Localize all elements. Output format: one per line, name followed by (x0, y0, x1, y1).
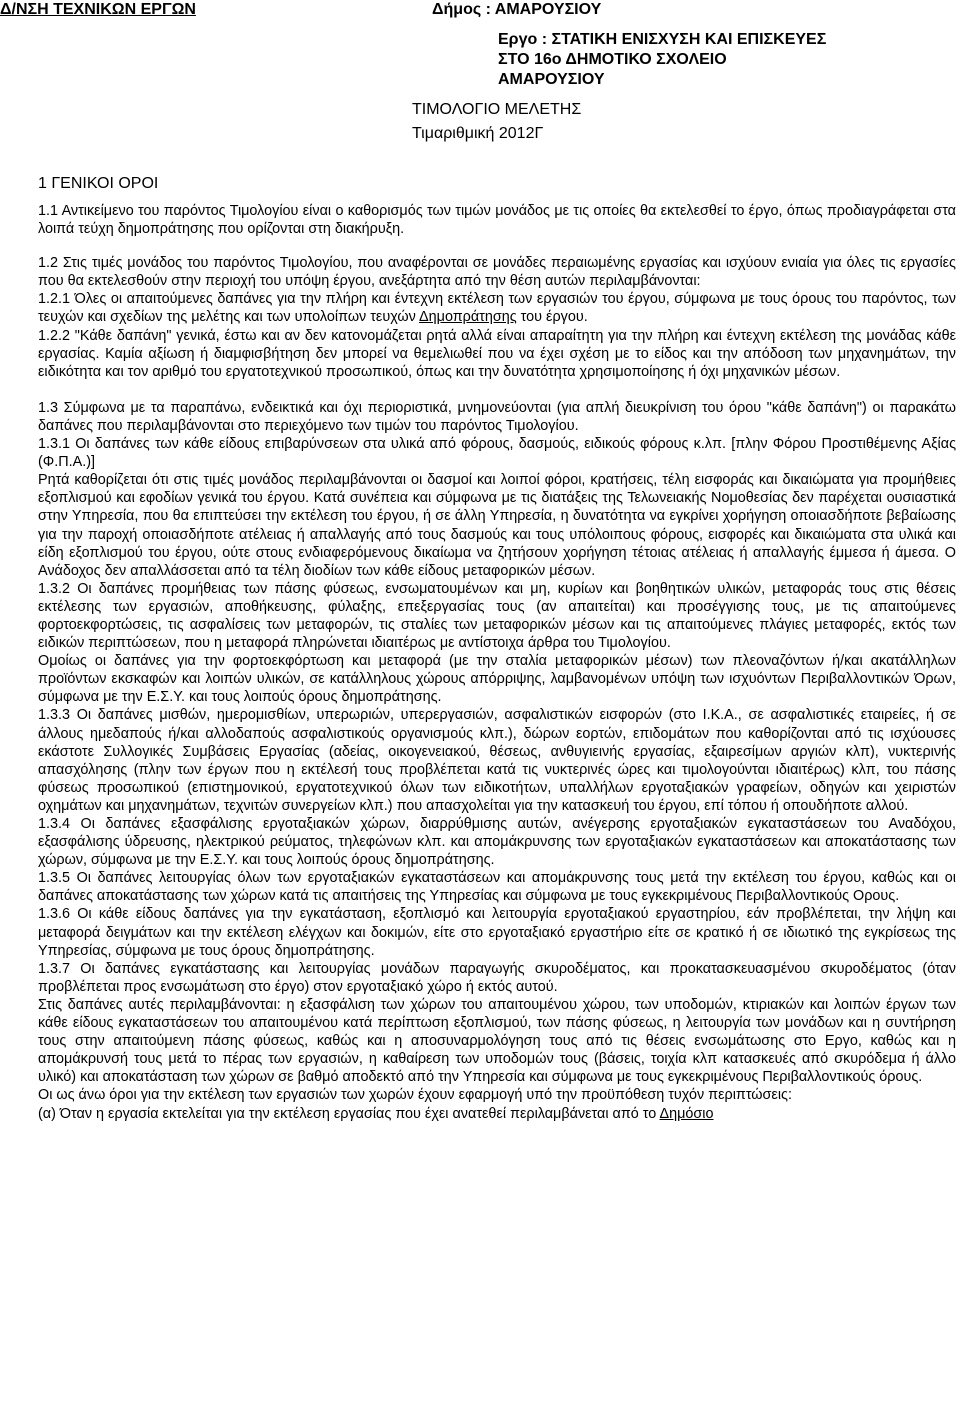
paragraph-1-3-3: 1.3.3 Οι δαπάνες μισθών, ημερομισθίων, υπερωριών, υπερεργασιών, ασφαλιστικών εισφορών (στο Ι.Κ.Α., σε ασφαλιστικές εταιρείες, ή σε άλλους ημεδαπούς ή/και αλλοδαπούς ασφαλιστικούς οργανισμούς κλπ.), δώρων εορτών, επιδομάτων που καθορίζονται από τις ισχύουσες εκάστοτε Συλλογικές Συμβάσεις Εργασίας (αδείας, οικογενειακού, θέσεως, ανθυγιεινής εργασίας, εξαιρεσίμων αργιών κλπ), νυκτερινής απασχόλησης (πλην των έργων που η εκτέλεσή τους προβλέπεται κατά τις νυκτερινές ώρες και τιμολογούνται ιδιαιτέρως) κλπ, του πάσης φύσεως προσωπικού (επιστημονικού, εργατοτεχνικού όλων των ειδικοτήτων, υπαλλήλων εργοταξιακών γραφείων, οδηγών και χειριστών οχημάτων και μηχανημάτων, τεχνιτών συνεργείων κλπ.) που απασχολείται για την κατασκευή του έργου, επί τόπου ή οπουδήποτε αλλού. (38, 707, 956, 814)
paragraph-1-3-5: 1.3.5 Οι δαπάνες λειτουργίας όλων των εργοταξιακών εγκαταστάσεων και απομάκρυνσης τους μετά την εκτέλεση του έργου, καθώς και οι δαπάνες αποκατάστασης των χώρων κατά τις απαιτήσεις της Υπηρεσίας και σύμφωνα με τους εγκεκριμένους Περιβαλλοντικούς Ορους. (38, 870, 956, 905)
paragraph-1-3-1: 1.3.1 Οι δαπάνες των κάθε είδους επιβαρύνσεων στα υλικά από φόρους, δασμούς, ειδικούς φόρους κ.λπ. [πλην Φόρου Προστιθέμενης Αξίας (Φ.Π.Α.)] (38, 436, 956, 471)
paragraph-1-2-1-underlined: Δημοπράτησης (419, 309, 517, 326)
project-title-line-2: ΣΤΟ 16ο ΔΗΜΟΤΙΚΟ ΣΧΟΛΕΙΟ (498, 51, 727, 68)
paragraph-1-3-1-b: Ρητά καθορίζεται ότι στις τιμές μονάδος περιλαμβάνονται οι δασμοί και λοιποί φόροι, κρατήσεις, τέλη εισφοράς και δικαιώματα για προμήθειες εξοπλισμού και εφοδίων γενικά του έργου. Κατά συνέπεια και σύμφωνα με τις διατάξεις της Τελωνειακής Νομοθεσίας δεν παρέχεται ουσιαστικά στην Υπηρεσία, που θα επιπτεύσει την εκτέλεση του έργου, ή σε άλλη Υπηρεσία, η δυνατότητα να εγκρίνει χορήγηση οποιασδήποτε βεβαίωσης για την παροχή οποιασδήποτε ατέλειας ή απαλλαγής από τους δασμούς και τους υπόλοιπους φόρους, εισφορές και δικαιώματα στα υλικά και είδη εξοπλισμού του έργου, ούτε στους ενδιαφερόμενους δικαίωμα να ζητήσουν χορήγηση τέτοιας ατέλειας ή απαλλαγής έμμεσα ή άμεσα. Ο Ανάδοχος δεν απαλλάσσεται από τα τέλη διοδίων των κάθε είδους μεταφορικών μέσων. (38, 472, 956, 579)
paragraph-1-3-7-b: Στις δαπάνες αυτές περιλαμβάνονται: η εξασφάλιση των χώρων του απαιτουμένου χώρου, των υποδομών, κτιριακών και λοιπών έργων των κάθε είδους εγκαταστάσεων του απαιτουμένου κατά περίπτωση εξοπλισμού, των πάσης φύσεως, η λειτουργία των μονάδων και η συντήρηση τους στην απαιτούμενη πάσης φύσεως, καθώς και η αποσυναρμολόγηση τους από τις θέσεις ενσωμάτωσης στο Εργο, καθώς και η απομάκρυνσή τους μετά το πέρας των εργασιών, η καθαίρεση των υποδομών τους (βάσεις, τοιχία κλπ κατασκευές από σκυρόδεμα ή άλλο υλικό) και αποκατάσταση των χώρων σε βαθμό αποδεκτό από την Υπηρεσία και σύμφωνα με τους εγκεκριμένους Περιβαλλοντικούς όρους. (38, 996, 956, 1086)
paragraph-1-2-2: 1.2.2 "Κάθε δαπάνη" γενικά, έστω και αν δεν κατονομάζεται ρητά αλλά είναι απαραίτητη για την πλήρη και έντεχνη εκτέλεση της μονάδας κάθε εργασίας. Καμία αξίωση ή διαμφισβήτηση δεν μπορεί να θεμελιωθεί που να έχει σχέση με το είδος και την απόδοση των μηχανημάτων, την ειδικότητα και τον αριθμό του εργατοτεχνικού προσωπικού, όπως και την δυνατότητα χρησιμοποίησης ή όχι μηχανικών μέσων. (38, 327, 956, 380)
paragraph-1-2: 1.2 Στις τιμές μονάδος του παρόντος Τιμολογίου, που αναφέρονται σε μονάδες περαιωμένης εργασίας και ισχύουν ενιαία για όλες τις εργασίες που θα εκτελεσθούν στην περιοχή του υπόψη έργου, ανεξάρτητα από την θέση αυτών περιλαμβάνονται: (38, 255, 956, 290)
price-list-number: Τιμαριθμική 2012Γ (412, 125, 544, 142)
paragraph-1-2-1-tail: του έργου. (516, 309, 588, 326)
paragraph-a-underlined: Δημόσιο (659, 1105, 714, 1122)
paragraph-1-3: 1.3 Σύμφωνα με τα παραπάνω, ενδεικτικά και όχι περιοριστικά, μνημονεύονται (για απλή διευκρίνιση του όρου "κάθε δαπάνη") οι παρακάτω δαπάνες που περιλαμβάνονται στο περιεχόμενο των τιμών του παρόντος Τιμολογίου. (38, 399, 956, 434)
paragraph-1-3-7: 1.3.7 Οι δαπάνες εγκατάστασης και λειτουργίας μονάδων παραγωγής σκυροδέματος, και προκατασκευασμένου σκυροδέματος (όταν προβλέπεται προς ενσωμάτωση στο έργο) στον εργοταξιακό χώρο ή εκτός αυτού. (38, 960, 956, 995)
document-body (38, 202, 956, 1123)
paragraph-1-3-2: 1.3.2 Οι δαπάνες προμήθειας των πάσης φύσεως, ενσωματουμένων και μη, κυρίων και βοηθητικών υλικών, μεταφοράς τους στις θέσεις εκτέλεσης των εργασιών, αποθήκευσης, φύλαξης, επεξεργασίας τους (αν απαιτείται) και προσέγγισης τους, με τις απαιτούμενες φορτοεκφορτώσεις, τις ασφαλίσεις των μεταφορών, τις σταλίες των μεταφορικών μέσων και τις απαιτούμενες πλάγιες μεταφορές, εκτός των ειδικών περιπτώσεων, που η μεταφορά πληρώνεται ιδιαιτέρως με αντίστοιχα άρθρα του Τιμολογίου. (38, 580, 956, 652)
paragraph-1-3-6: 1.3.6 Οι κάθε είδους δαπάνες για την εγκατάσταση, εξοπλισμό και λειτουργία εργοταξιακού εργαστηρίου, εάν προβλέπεται, την λήψη και μεταφορά δειγμάτων και την εκτέλεση ελέγχων και δοκιμών, είτε στο εργοταξιακό εργαστήριο είτε σε κρατικό ή σε ιδιωτικό της εγκρίσεως της Υπηρεσίας, σύμφωνα με τους όρους δημοπράτησης. (38, 906, 956, 959)
paragraph-1-3-2-b: Ομοίως οι δαπάνες για την φορτοεκφόρτωση και μεταφορά (με την σταλία μεταφορικών μέσων) των πλεοναζόντων ή/και ακατάλληλων προϊόντων εκσκαφών και λοιπών υλικών, σε κατάλληλους χώρους απόρριψης, λαμβανομένων υπόψη των ισχυόντων Περιβαλλοντικών Όρων, σύμφωνα με την Ε.Σ.Υ. και τους λοιπούς όρους δημοπράτησης. (38, 653, 956, 706)
paragraph-1-3-4: 1.3.4 Οι δαπάνες εξασφάλισης εργοταξιακών χώρων, διαρρύθμισης αυτών, ανέγερσης εργοταξιακών εγκαταστάσεων του Αναδόχου, εξασφάλισης ύδρευσης, ηλεκτρικού ρεύματος, τηλεφώνων κλπ. και απομάκρυνσης των εργοταξιακών εγκαταστάσεων και αποκατάστασης των χώρων, σύμφωνα με την Ε.Σ.Υ. και τους λοιπούς όρους δημοπράτησης. (38, 816, 956, 869)
paragraph-final: Οι ως άνω όροι για την εκτέλεση των εργασιών των χωρών έχουν εφαρμογή υπό την προϋπόθεση τυχόν περιπτώσεις: (38, 1087, 792, 1104)
paragraph-a-text: (α) Όταν η εργασία εκτελείται για την εκτέλεση εργασίας που έχει ανατεθεί περιλαμβάνεται από το (38, 1105, 660, 1122)
municipality-heading: Δήμος : ΑΜΑΡΟΥΣΙΟΥ (432, 1, 602, 18)
section-title: 1 ΓΕΝΙΚΟΙ ΟΡΟΙ (38, 175, 159, 192)
paragraph-1-2-1 (38, 290, 956, 326)
project-title (498, 30, 826, 90)
paragraph-1-2-1-text: 1.2.1 Όλες οι απαιτούμενες δαπάνες για την πλήρη και έντεχνη εκτέλεση των εργασιών του έργου, σύμφωνα με τους όρους του παρόντος, των τευχών και σχεδίων της μελέτης και των υπολοίπων τευχών (38, 291, 956, 326)
department-heading: Δ/ΝΣΗ ΤΕΧΝΙΚΩΝ ΕΡΓΩΝ (0, 1, 196, 18)
project-title-line-3: ΑΜΑΡΟΥΣΙΟΥ (498, 71, 605, 88)
project-title-line-1: Εργο : ΣΤΑΤΙΚΗ ΕΝΙΣΧΥΣΗ ΚΑΙ ΕΠΙΣΚΕΥΕΣ (498, 31, 827, 48)
price-list-title: ΤΙΜΟΛΟΓΙΟ ΜΕΛΕΤΗΣ (412, 101, 582, 118)
paragraph-1-1: 1.1 Αντικείμενο του παρόντος Τιμολογίου είναι ο καθορισμός των τιμών μονάδος με τις οποίες θα εκτελεσθεί το έργο, όπως προδιαγράφεται στα λοιπά τεύχη δημοπράτησης που ορίζονται στη διακήρυξη. (38, 203, 956, 238)
paragraph-a (38, 1105, 956, 1123)
